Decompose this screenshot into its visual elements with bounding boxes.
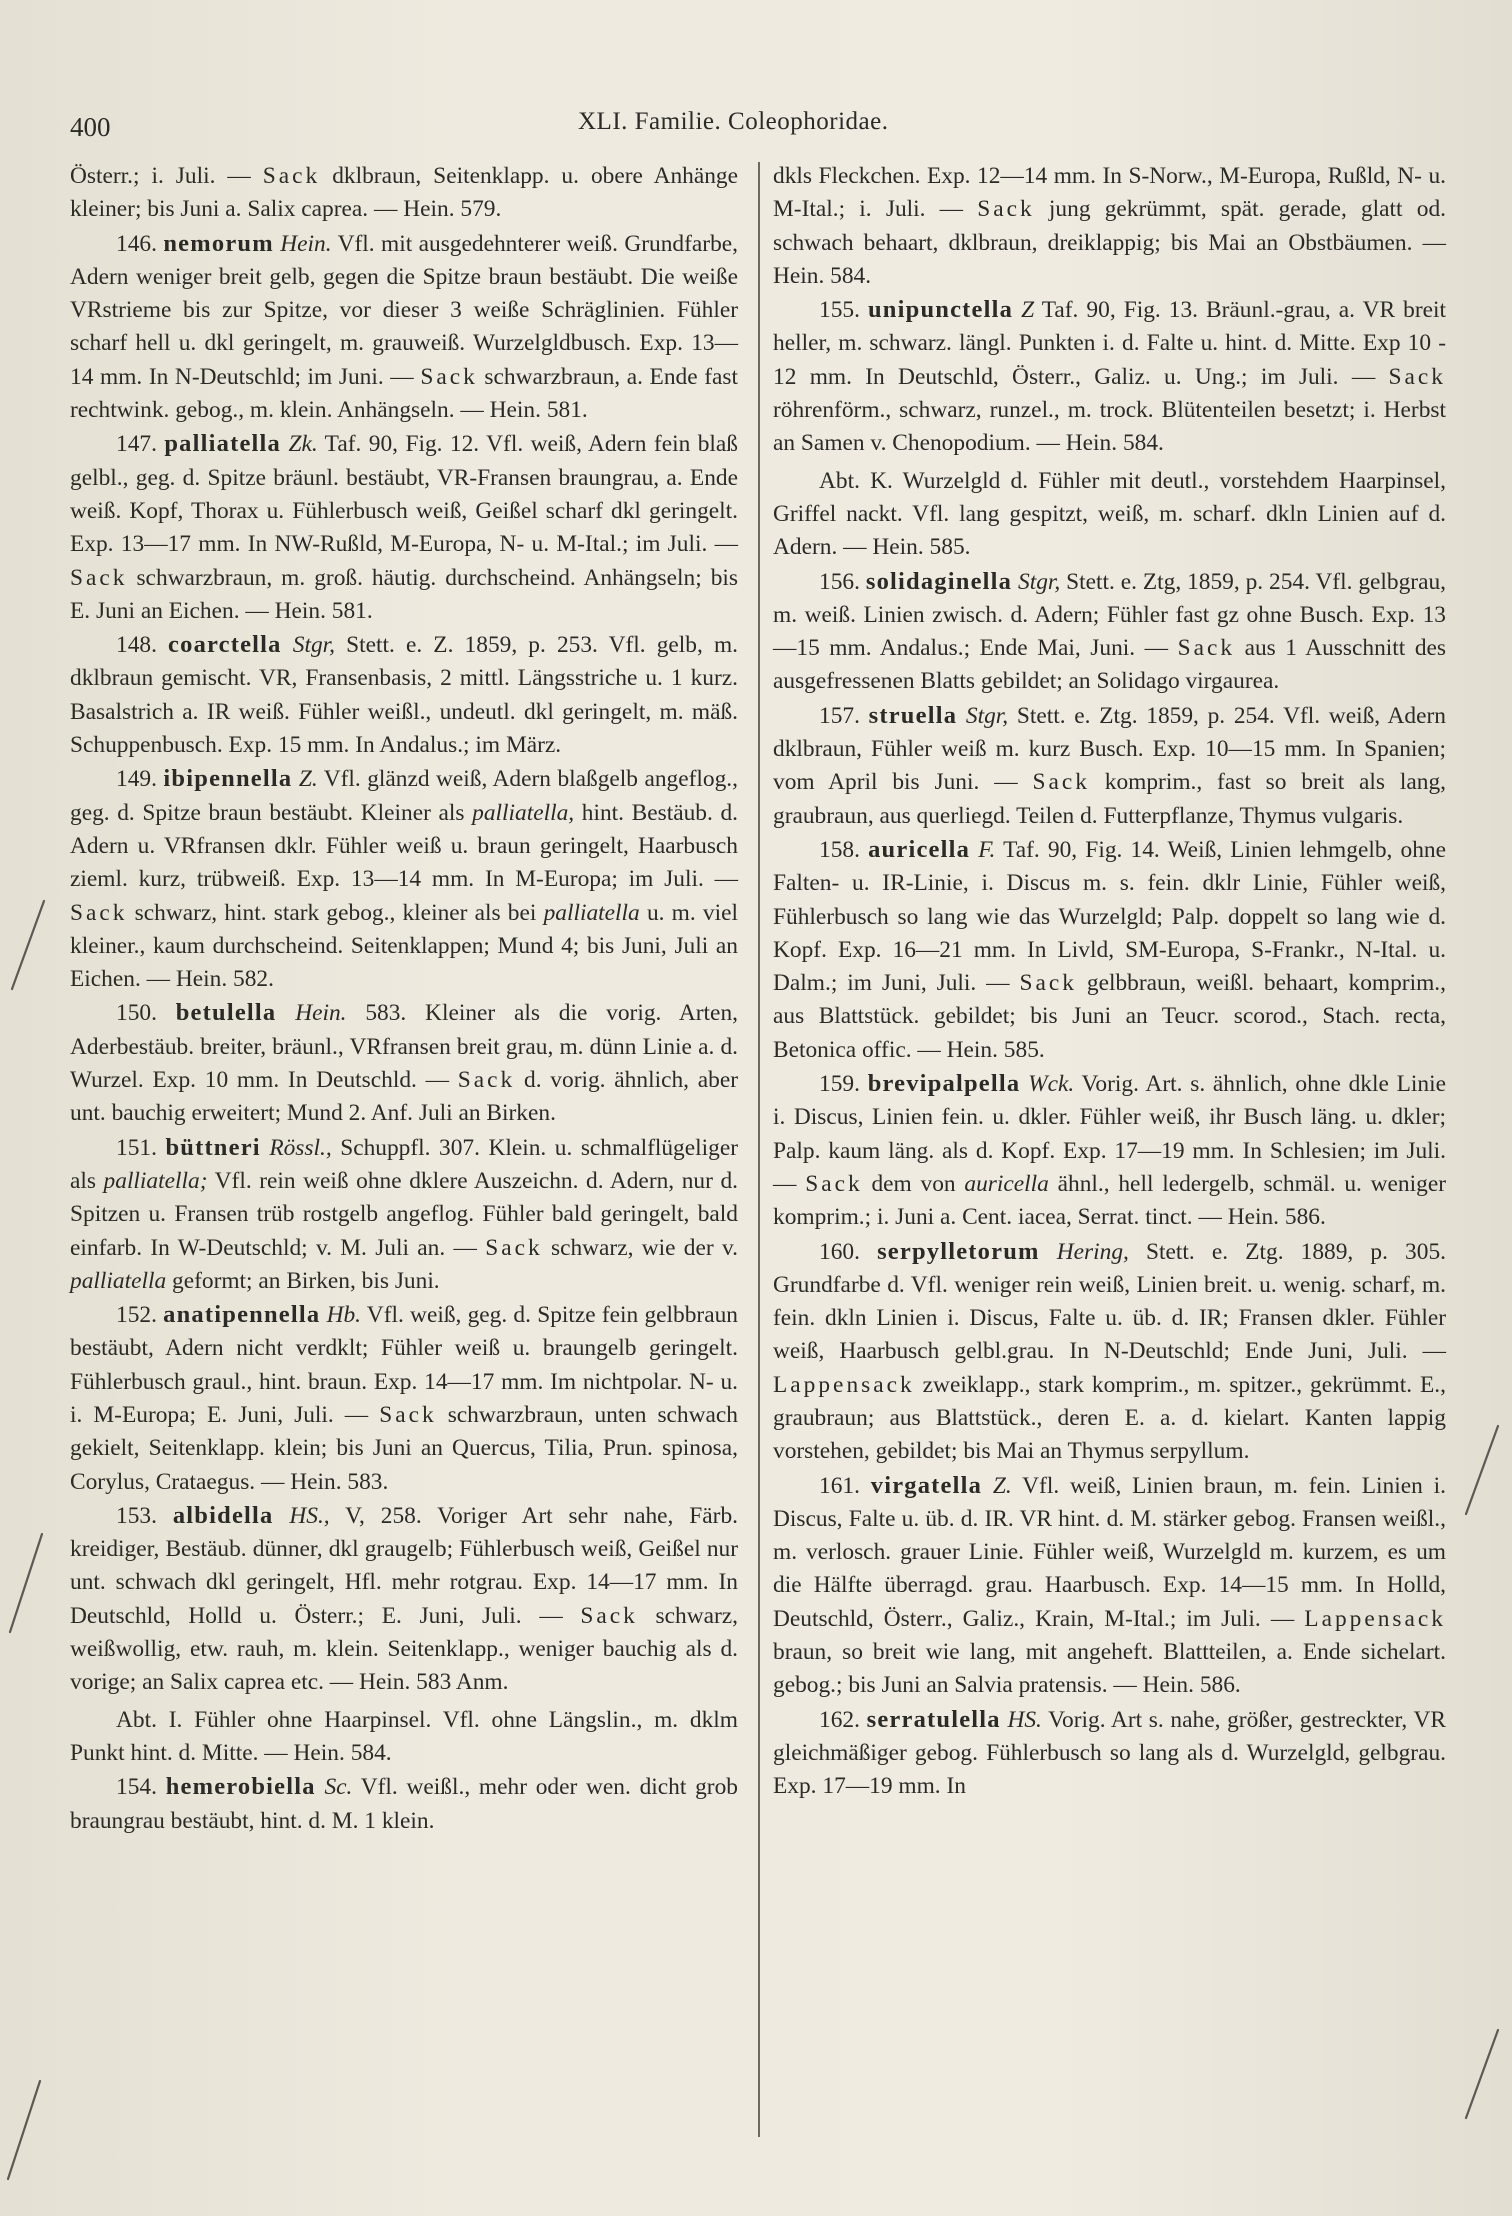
- body-text: komprim., fast so breit als lang, graubraun, aus querliegd. Teilen d. Futterpflanze, Thymus vulgaris.: [773, 769, 1446, 829]
- italic-text: palliatella: [543, 899, 640, 926]
- species-name: auricella: [868, 835, 971, 863]
- italic-text: Hein.: [295, 1000, 347, 1027]
- pencil-mark-160: [1462, 1420, 1502, 1520]
- species-name: betulella: [175, 999, 277, 1027]
- body-text: 161.: [819, 1472, 871, 1499]
- body-text: Vfl. weißl., mehr oder wen. dicht grob braungrau bestäubt, hint. d. M. 1 klein.: [70, 1774, 738, 1834]
- body-text: dem von: [862, 1170, 965, 1197]
- italic-text: Rössl.,: [269, 1134, 332, 1161]
- body-text: 156.: [819, 568, 866, 595]
- body-text: [1013, 297, 1021, 323]
- body-text: [1020, 1071, 1028, 1097]
- pencil-mark-152: [6, 1528, 46, 1638]
- body-text: Abt. K. Wurzelgld d. Fühler mit deutl., vorstehdem Haarpinsel, Griffel nackt. Vfl. lang gespitzt, weiß, m. scharf. dkln Linien auf d. Adern. — Hein. 585.: [773, 467, 1446, 561]
- italic-text: Stgr,: [292, 632, 335, 659]
- species-entry: [773, 699, 1446, 833]
- species-entry: [70, 628, 738, 762]
- spaced-term: Sack: [805, 1170, 863, 1197]
- species-name: serpylletorum: [877, 1237, 1040, 1265]
- italic-text: Zk.: [288, 431, 318, 458]
- body-text: V, 258. Voriger Art sehr nahe, Färb. kreidiger, Bestäub. dünner, dkl graugelb; Fühlerbusch weiß, Geißel nur unt. schwach dkl geringelt, Hfl. mehr rotgrau. Exp. 14—17 mm. In Deutschld, Holld u. Österr.; E. Juni, Juli. —: [70, 1502, 738, 1629]
- italic-text: Stgr,: [1018, 568, 1061, 595]
- body-text: schwarzbraun, unten schwach gekielt, Seitenklapp. klein; bis Juni an Quercus, Tilia, Prun. spinosa, Corylus, Crataegus. — Hein. 583.: [70, 1401, 738, 1495]
- body-text: schwarz, hint. stark gebog., kleiner als bei: [127, 899, 544, 926]
- body-text: Taf. 90, Fig. 12. Vfl. weiß, Adern fein blaß gelbl., geg. d. Spitze bräunl. bestäubt, VR-Fransen braungrau, a. Ende weiß. Kopf, Thorax u. Fühlerbusch weiß, Geißel scharf dkl geringelt. Exp. 13—17 mm. In NW-Rußld, M-Europa, N- u. M-Ital.; im Juli. —: [70, 431, 738, 558]
- species-entry: [773, 1067, 1446, 1234]
- left-column: [70, 160, 738, 1838]
- body-text: Vfl. glänzd weiß, Adern blaßgelb angeflog., geg. d. Spitze braun bestäubt. Kleiner als: [70, 766, 738, 826]
- body-text: Vorig. Art. s. ähnlich, ohne dkle Linie i. Discus, Linien fein. u. dkler. Fühler weiß, ihr Busch läng. u. dkler; Palp. kaum läng. als d. Kopf. Exp. 17—19 mm. In Schlesien; im Juli. —: [773, 1071, 1446, 1197]
- species-name: anatipennella: [163, 1301, 321, 1329]
- species-name: nemorum: [163, 229, 274, 257]
- species-name: virgatella: [870, 1471, 983, 1499]
- right-column: [773, 160, 1446, 1804]
- body-text: dklbraun, Seitenklapp. u. obere Anhänge kleiner; bis Juni a. Salix caprea. — Hein. 579.: [70, 163, 739, 223]
- body-text: hint. Bestäub. d. Adern u. VRfransen dklr. Fühler weiß u. braun geringelt, Haarbusch zieml. kurz, trübweiß. Exp. 13—14 mm. In M-Europa; im Juli. —: [70, 799, 738, 893]
- italic-text: HS.,: [289, 1502, 330, 1529]
- body-text: 158.: [819, 836, 869, 863]
- column-divider: [758, 162, 760, 2137]
- section-heading: [70, 1704, 738, 1771]
- spaced-term: Sack: [977, 196, 1035, 223]
- body-text: [1040, 1239, 1057, 1265]
- species-entry: [70, 1499, 738, 1700]
- spaced-term: Lappensack: [1304, 1605, 1446, 1632]
- body-text: braun, so breit wie lang, mit angeheft. Blattteilen, a. Ende sichelart. gebog.; bis Juni an Salvia pratensis. — Hein. 586.: [773, 1639, 1446, 1699]
- body-text: 153.: [116, 1502, 173, 1529]
- italic-text: Hering,: [1056, 1238, 1129, 1265]
- body-text: 162.: [819, 1706, 867, 1733]
- italic-text: palliatella;: [103, 1167, 208, 1194]
- species-entry: [70, 1298, 738, 1499]
- species-name: hemerobiella: [165, 1773, 316, 1801]
- species-name: albidella: [172, 1501, 274, 1529]
- italic-text: palliatella: [70, 1267, 167, 1294]
- species-entry: [773, 1235, 1446, 1469]
- italic-text: F.: [978, 836, 996, 863]
- spaced-term: Sack: [70, 899, 128, 926]
- body-text: 583. Kleiner als die vorig. Arten, Aderbestäub. breiter, bräunl., VRfransen breit grau, m. dünn Linie a. d. Wurzel. Exp. 10 mm. In Deutschld. —: [70, 1000, 738, 1094]
- species-name: solidaginella: [865, 567, 1013, 595]
- paragraph: [70, 160, 738, 227]
- body-text: Taf. 90, Fig. 14. Weiß, Linien lehmgelb, ohne Falten- u. IR-Linie, i. Discus m. s. fein. dklr Linie, Fühler weiß, Fühlerbusch so lang wie das Wurzelgld; Palp. doppelt so lang wie d. Kopf. Exp. 16—21 mm. In Livld, SM-Europa, S-Frankr., N-Ital. u. Dalm.; im Juni, Juli. —: [773, 836, 1446, 997]
- body-text: [273, 1503, 289, 1529]
- spaced-term: Sack: [1388, 363, 1446, 390]
- species-entry: [773, 293, 1446, 460]
- body-text: [282, 632, 293, 658]
- spaced-term: Sack: [379, 1401, 437, 1428]
- spaced-term: Sack: [485, 1234, 543, 1261]
- page-header: [70, 108, 1470, 148]
- species-name: brevipalpella: [867, 1070, 1021, 1098]
- body-text: Abt. I. Fühler ohne Haarpinsel. Vfl. ohne Längslin., m. dklm Punkt hint. d. Mitte. — Hein. 584.: [70, 1706, 738, 1766]
- body-text: 155.: [819, 297, 868, 324]
- italic-text: HS.: [1007, 1706, 1042, 1733]
- spaced-term: Sack: [1032, 769, 1090, 796]
- body-text: [276, 1000, 295, 1026]
- body-text: d. vorig. ähnlich, aber unt. bauchig erweitert; Mund 2. Anf. Juli an Birken.: [70, 1067, 738, 1127]
- body-text: schwarzbraun, a. Ende fast rechtwink. gebog., m. klein. Anhängseln. — Hein. 581.: [70, 363, 738, 424]
- italic-text: Sc.: [324, 1774, 353, 1801]
- body-text: Vfl. weiß, Linien braun, m. fein. Linien i. Discus, Falte u. üb. d. IR. VR hint. d. M. stärker gebog. Fransen weißl., m. verlosch. grauer Linie. Fühler weiß, Wurzelgld m. kurzem, es um die Hälfte überragd. grau. Haarbusch. Exp. 14—15 mm. In Holld, Deutschld, Österr., Galiz., Krain, M-Ital.; im Juli. —: [773, 1472, 1446, 1632]
- body-text: jung gekrümmt, spät. gerade, glatt od. schwach behaart, dklbraun, dreiklappig; bis Mai an Obstbäumen. — Hein. 584.: [773, 196, 1446, 289]
- body-text: röhrenförm., schwarz, runzel., m. trock. Blütenteilen besetzt; i. Herbst an Samen v. Chenopodium. — Hein. 584.: [773, 397, 1446, 457]
- body-text: 154.: [116, 1774, 166, 1801]
- species-entry: [70, 427, 738, 628]
- species-entry: [70, 227, 738, 428]
- body-text: gelbbraun, weißl. behaart, komprim., aus Blattstück. gebildet; bis Juni an Teucr. scorod., Stach. recta, Betonica offic. — Hein. 585.: [773, 970, 1446, 1063]
- spaced-term: Sack: [1177, 635, 1236, 662]
- body-text: Taf. 90, Fig. 13. Bräunl.-grau, a. VR breit heller, m. schwarz. längl. Punkten i. d. Falte u. hint. d. Mitte. Exp 10 - 12 mm. In Deutschld, Österr., Galiz. u. Ung.; im Juli. —: [773, 297, 1446, 390]
- body-text: 148.: [116, 632, 169, 659]
- body-text: aus 1 Ausschnitt des ausgefressenen Blatts gebildet; an Solidago virgaurea.: [773, 635, 1446, 695]
- body-text: Vfl. rein weiß ohne dklere Auszeichn. d. Adern, nur d. Spitzen u. Fransen trüb rostgelb angeflog. Fühler bald geringelt, bald einfarb. In W-Deutschld; v. M. Juli an. —: [70, 1167, 738, 1261]
- running-title: XLI. Familie. Coleophoridae.: [578, 108, 889, 135]
- pencil-mark-162: [1462, 2024, 1502, 2124]
- species-name: serratulella: [866, 1705, 1001, 1733]
- species-name: coarctella: [168, 631, 282, 659]
- paragraph: [773, 160, 1446, 293]
- italic-text: Hb.: [326, 1302, 362, 1329]
- italic-text: auricella: [964, 1170, 1049, 1197]
- body-text: Stett. e. Ztg. 1889, p. 305. Grundfarbe d. Vfl. weniger rein weiß, Linien breit. u. wenig. scharf, m. fein. dkln Linien i. Discus, Falte u. üb. d. IR; Fransen dkler. Fühler weiß, Haarbusch gelbl.grau. In N-Deutschld; Ende Juni, Juli. —: [773, 1238, 1446, 1365]
- spaced-term: Sack: [1019, 970, 1077, 997]
- body-text: schwarz, weißwollig, etw. rauh, m. klein. Seitenklapp., weniger bauchig als d. vorige; an Salix caprea etc. — Hein. 583 Anm.: [70, 1602, 739, 1696]
- body-text: 159.: [819, 1071, 868, 1098]
- body-text: 150.: [116, 1000, 176, 1027]
- spaced-term: Sack: [580, 1602, 638, 1629]
- body-text: 160.: [819, 1238, 878, 1265]
- italic-text: Z: [1021, 297, 1035, 324]
- species-entry: [70, 996, 738, 1130]
- body-text: 157.: [819, 702, 869, 729]
- body-text: 147.: [116, 431, 165, 458]
- body-text: dkls Fleckchen. Exp. 12—14 mm. In S-Norw., M-Europa, Rußld, N- u. M-Ital.; i. Juli. —: [773, 163, 1446, 223]
- body-text: u. m. viel kleiner., kaum durchscheind. Seitenklappen; Mund 4; bis Juni, Juli an Eichen. — Hein. 582.: [70, 899, 739, 993]
- body-text: Stett. e. Ztg, 1859, p. 254. Vfl. gelbgrau, m. weiß. Linien zwisch. d. Adern; Fühler fast gz ohne Busch. Exp. 13—15 mm. Andalus.; Ende Mai, Juni. —: [773, 568, 1447, 662]
- italic-text: Stgr,: [965, 702, 1009, 729]
- body-text: Vfl. mit ausgedehnterer weiß. Grundfarbe, Adern weniger breit gelb, gegen die Spitze braun bestäubt. Die weiße VRstrieme bis zur Spitze, vor dieser 3 weiße Schräglinien. Fühler scharf hell u. dkl geringelt, m. grauweiß. Wurzelgldbusch. Exp. 13—14 mm. In N-Deutschld; im Juni. —: [70, 230, 738, 390]
- species-entry: [70, 762, 738, 996]
- spaced-term: Sack: [457, 1067, 516, 1094]
- body-text: Schuppfl. 307. Klein. u. schmalflügeliger als: [70, 1134, 738, 1194]
- italic-text: palliatella,: [472, 799, 575, 826]
- italic-text: Wck.: [1028, 1071, 1075, 1098]
- species-entry: [773, 565, 1446, 699]
- body-text: 146.: [116, 230, 164, 257]
- species-entry: [773, 1469, 1446, 1703]
- italic-text: Z.: [298, 766, 318, 793]
- species-entry: [773, 833, 1446, 1067]
- body-text: geformt; an Birken, bis Juni.: [166, 1267, 440, 1294]
- species-entry: [773, 1703, 1446, 1804]
- species-name: unipunctella: [867, 296, 1014, 324]
- species-entry: [70, 1770, 738, 1838]
- italic-text: Hein.: [280, 230, 332, 257]
- spaced-term: Sack: [70, 564, 128, 591]
- body-text: [970, 837, 978, 863]
- pencil-mark-149: [8, 895, 48, 995]
- body-text: Vfl. weiß, geg. d. Spitze fein gelbbraun bestäubt, Adern nicht verdklt; Fühler weiß u. braungelb geringelt. Fühlerbusch graul., hint. braun. Exp. 14—17 mm. Im nichtpolar. N- u. i. M-Europa; E. Juni, Juli. —: [70, 1302, 738, 1428]
- spaced-term: Lappensack: [773, 1371, 915, 1398]
- species-name: palliatella: [164, 430, 282, 458]
- body-text: 152.: [116, 1302, 164, 1329]
- body-text: schwarz, wie der v.: [542, 1234, 738, 1261]
- species-entry: [70, 1131, 738, 1298]
- body-text: [957, 703, 966, 729]
- body-text: 149.: [116, 766, 164, 793]
- page-number: 400: [70, 112, 111, 142]
- pencil-mark-154: [4, 2075, 44, 2185]
- spaced-term: Sack: [262, 163, 321, 189]
- spaced-term: Sack: [420, 363, 478, 390]
- species-name: ibipennella: [163, 765, 293, 793]
- italic-text: Z.: [992, 1472, 1012, 1499]
- body-text: 151.: [116, 1134, 166, 1161]
- body-text: Österr.; i. Juli. —: [70, 163, 263, 189]
- body-text: Stett. e. Z. 1859, p. 253. Vfl. gelb, m. dklbraun gemischt. VR, Fransenbasis, 2 mittl. Längsstriche u. 1 kurz. Basalstrich a. IR weiß. Fühler weißl., undeutl. dkl geringelt, m. mäß. Schuppenbusch. Exp. 15 mm. In Andalus.; im März.: [70, 632, 738, 759]
- section-heading: [773, 465, 1446, 565]
- body-text: [982, 1473, 993, 1499]
- species-name: struella: [868, 701, 958, 729]
- body-text: Vorig. Art s. nahe, größer, gestreckter, VR gleichmäßiger gebog. Fühlerbusch so lang als d. Wurzelgld, gelbgrau. Exp. 17—19 mm. In: [773, 1706, 1447, 1800]
- species-name: büttneri: [165, 1133, 261, 1161]
- body-text: ähnl., hell ledergelb, schmäl. u. weniger komprim.; i. Juni a. Cent. iacea, Serrat. tinct. — Hein. 586.: [773, 1170, 1446, 1231]
- body-text: zweiklapp., stark komprim., m. spitzer., gekrümmt. E., graubraun; aus Blattstück., deren E. a. d. kielart. Kanten lappig vorstehen, gebildet; bis Mai an Thymus serpyllum.: [773, 1371, 1446, 1465]
- body-text: Stett. e. Ztg. 1859, p. 254. Vfl. weiß, Adern dklbraun, Fühler weiß m. kurz Busch. Exp. 10—15 mm. In Spanien; vom April bis Juni. —: [773, 702, 1446, 796]
- body-text: schwarzbraun, m. groß. häutig. durchscheind. Anhängseln; bis E. Juni an Eichen. — Hein. 581.: [70, 564, 738, 624]
